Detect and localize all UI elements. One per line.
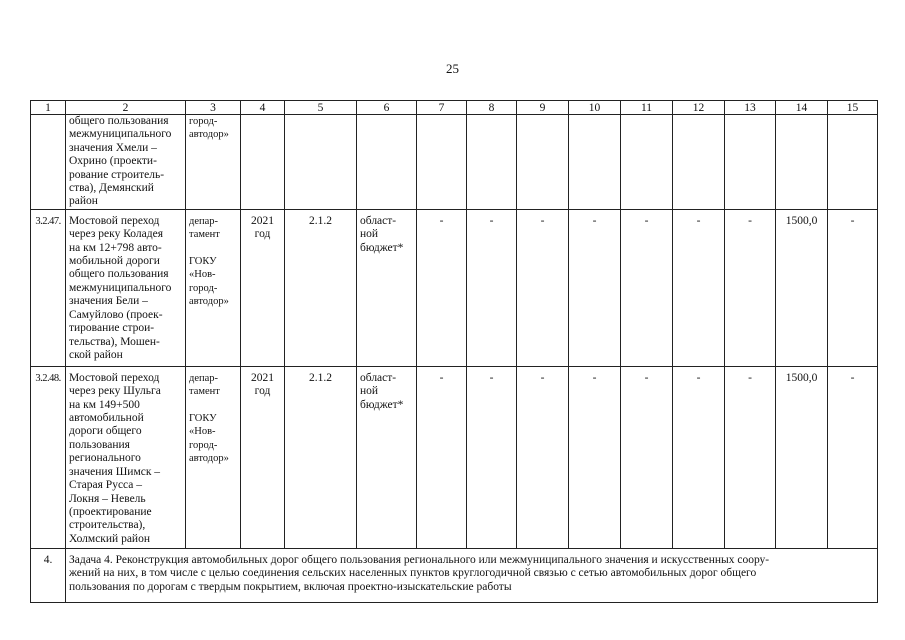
row-source-cell xyxy=(357,366,417,548)
task-number: 4. xyxy=(31,548,66,602)
column-number-10: 10 xyxy=(569,101,621,115)
column-number-4: 4 xyxy=(241,101,285,115)
task-description xyxy=(66,548,878,602)
task-line: Задача 4. Реконструкция автомобильных дорог общего пользования регионального или межмуниципального значения и искусственных соору- xyxy=(69,553,770,566)
source-line: област- xyxy=(360,371,397,384)
page-number: 25 xyxy=(446,61,459,76)
column-number-6: 6 xyxy=(357,101,417,115)
row-value-cell: - xyxy=(467,209,517,366)
row-value-cell: - xyxy=(467,366,517,548)
name-line: Холмский район xyxy=(69,532,150,545)
executor-line: «Нов- xyxy=(189,269,216,281)
name-line: Охрино (проекти- xyxy=(69,155,157,168)
source-line: област- xyxy=(360,214,397,227)
name-line: строительства), xyxy=(69,519,146,532)
row-value-cell: - xyxy=(673,209,725,366)
year-line: год xyxy=(254,228,271,241)
row-name-cell xyxy=(66,366,186,548)
name-line: тельства), Мошен- xyxy=(69,335,160,348)
executor-line xyxy=(189,242,237,255)
name-line: рование строитель- xyxy=(69,168,165,181)
name-line: Мостовой переход xyxy=(69,371,160,384)
executor-line: ГОКУ xyxy=(189,413,217,425)
column-number-2: 2 xyxy=(66,101,186,115)
executor-line: автодор» xyxy=(189,129,229,141)
column-number-14: 14 xyxy=(776,101,828,115)
task-line: жений на них, в том числе с целью соединения сельских населенных пунктов круглогодичной связью с сетью автомобильных дорог общего xyxy=(69,567,757,580)
row-value-cell: - xyxy=(417,209,467,366)
column-number-9: 9 xyxy=(517,101,569,115)
header-row xyxy=(31,101,878,115)
name-line: тирование строи- xyxy=(69,322,155,335)
row-executor-cell xyxy=(186,366,241,548)
column-number-12: 12 xyxy=(673,101,725,115)
row-value-cell: - xyxy=(569,209,621,366)
name-line: Мостовой переход xyxy=(69,214,160,227)
row-value-cell: - xyxy=(621,209,673,366)
executor-line: автодор» xyxy=(189,453,229,465)
row-source-cell xyxy=(357,209,417,366)
cont-num-cell xyxy=(31,115,66,210)
column-number-1: 1 xyxy=(31,101,66,115)
executor-line: депар- xyxy=(189,215,219,227)
name-line: значения Бели – xyxy=(69,295,148,308)
executor-line: автодор» xyxy=(189,296,229,308)
name-line: автомобильной xyxy=(69,412,144,425)
row-target-cell: 2.1.2 xyxy=(285,366,357,548)
name-line: через реку Коладея xyxy=(69,228,163,241)
executor-line: тамент xyxy=(189,229,220,241)
cont-exec-cell xyxy=(186,115,241,210)
row-number: 3.2.47. xyxy=(31,209,66,366)
table-row xyxy=(31,209,878,366)
executor-line: город- xyxy=(189,282,218,294)
name-line: на км 149+500 xyxy=(69,398,140,411)
executor-line: ГОКУ xyxy=(189,256,217,268)
row-year-cell xyxy=(241,366,285,548)
row-number: 3.2.48. xyxy=(31,366,66,548)
name-line: на км 12+798 авто- xyxy=(69,241,162,254)
name-line: регионального xyxy=(69,452,141,465)
row-col15-cell: - xyxy=(828,209,878,366)
row-value-cell: - xyxy=(417,366,467,548)
name-line: район xyxy=(69,195,98,208)
row-value-cell: - xyxy=(569,366,621,548)
row-executor-cell xyxy=(186,209,241,366)
task-line: пользования по дорогам с твердым покрытием, включая проектно-изыскательские работы xyxy=(69,580,512,593)
name-line: ской район xyxy=(69,348,123,361)
row-name-cell xyxy=(66,209,186,366)
name-line: пользования xyxy=(69,438,130,451)
name-line: Старая Русса – xyxy=(69,479,143,492)
row-value-cell: - xyxy=(621,366,673,548)
name-line: мобильной дороги xyxy=(69,255,160,268)
year-line: 2021 xyxy=(251,371,274,384)
source-line: бюджет* xyxy=(360,398,404,411)
executor-line: город- xyxy=(189,116,218,127)
program-table xyxy=(30,100,878,603)
row-value-cell: - xyxy=(517,209,569,366)
name-line: Самуйлово (проек- xyxy=(69,308,163,321)
executor-line xyxy=(189,399,237,412)
row-value-cell: - xyxy=(673,366,725,548)
year-line: год xyxy=(254,385,271,398)
cont-name-cell xyxy=(66,115,186,210)
executor-line: депар- xyxy=(189,372,219,384)
column-number-7: 7 xyxy=(417,101,467,115)
name-line: через реку Шульга xyxy=(69,385,161,398)
name-line: ства), Демянский xyxy=(69,182,154,195)
name-line: общего пользования xyxy=(69,268,169,281)
source-line: бюджет* xyxy=(360,241,404,254)
executor-line: тамент xyxy=(189,386,220,398)
table-row xyxy=(31,366,878,548)
column-number-8: 8 xyxy=(467,101,517,115)
name-line: Локня – Невель xyxy=(69,492,146,505)
name-line: общего пользования xyxy=(69,115,169,127)
executor-line: «Нов- xyxy=(189,426,216,438)
row-total-cell: 1500,0 xyxy=(776,209,828,366)
column-number-3: 3 xyxy=(186,101,241,115)
row-value-cell: - xyxy=(517,366,569,548)
row-year-cell xyxy=(241,209,285,366)
year-line: 2021 xyxy=(251,214,274,227)
column-number-13: 13 xyxy=(725,101,776,115)
source-line: ной xyxy=(360,228,379,241)
task-row xyxy=(31,548,878,602)
name-line: (проектирование xyxy=(69,505,152,518)
row-value-cell: - xyxy=(725,209,776,366)
executor-line: город- xyxy=(189,439,218,451)
column-number-5: 5 xyxy=(285,101,357,115)
row-value-cell: - xyxy=(725,366,776,548)
row-target-cell: 2.1.2 xyxy=(285,209,357,366)
row-total-cell: 1500,0 xyxy=(776,366,828,548)
column-number-11: 11 xyxy=(621,101,673,115)
column-number-15: 15 xyxy=(828,101,878,115)
name-line: межмуниципального xyxy=(69,281,172,294)
name-line: дороги общего xyxy=(69,425,142,438)
name-line: значения Шимск – xyxy=(69,465,161,478)
name-line: межмуниципального xyxy=(69,128,172,141)
source-line: ной xyxy=(360,385,379,398)
name-line: значения Хмели – xyxy=(69,141,157,154)
row-col15-cell: - xyxy=(828,366,878,548)
continuation-row xyxy=(31,115,878,210)
